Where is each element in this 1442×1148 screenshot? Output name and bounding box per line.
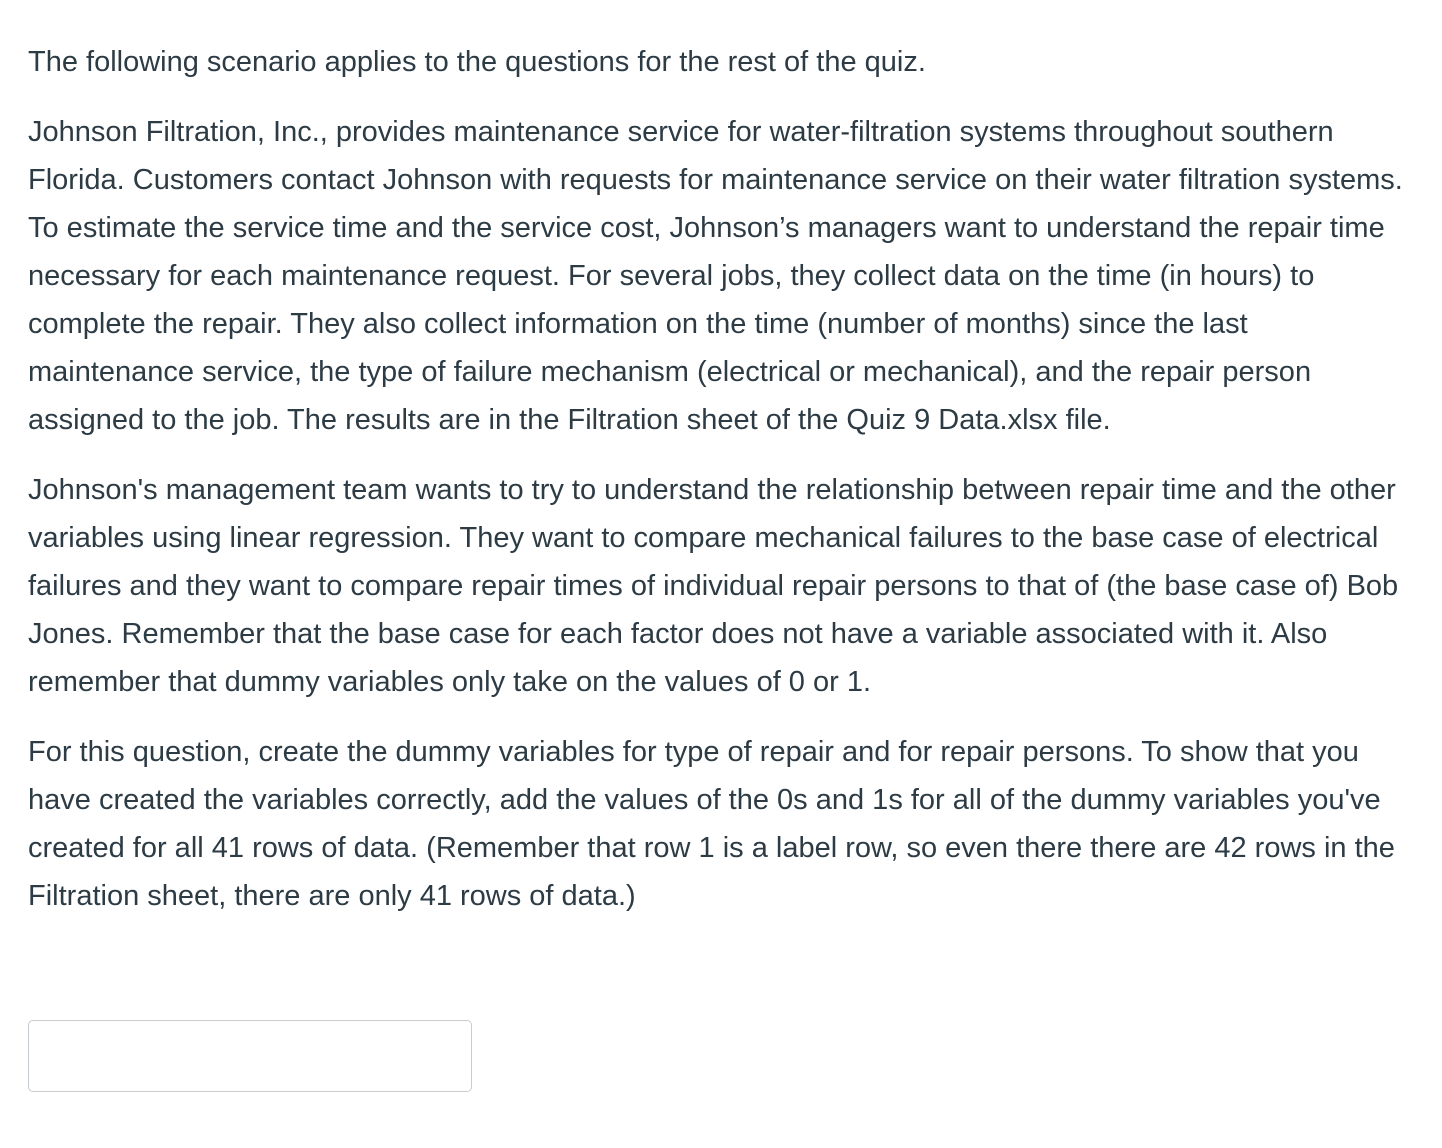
answer-input[interactable] [28,1020,472,1092]
question-text [28,0,1420,920]
intro-paragraph: The following scenario applies to the questions for the rest of the quiz. [28,46,926,78]
task-paragraph: For this question, create the dummy variables for type of repair and for repair persons. To show that you have created the variables correctly, add the values of the 0s and 1s for all of the dummy variables you've created for all 41 rows of data. (Remember that row 1 is a label row, so even there there are 42 rows in the Filtration sheet, there are only 41 rows of data.) [28,736,1395,912]
management-paragraph: Johnson's management team wants to try to understand the relationship between repair time and the other variables using linear regression. They want to compare mechanical failures to the base case of electrical failures and they want to compare repair times of individual repair persons to that of (the base case of) Bob Jones. Remember that the base case for each factor does not have a variable associated with it. Also remember that dummy variables only take on the values of 0 or 1. [28,474,1399,698]
scenario-paragraph: Johnson Filtration, Inc., provides maintenance service for water-filtration systems throughout southern Florida. Customers contact Johnson with requests for maintenance service on their water filtration systems. To estimate the service time and the service cost, Johnson’s managers want to understand the repair time necessary for each maintenance request. For several jobs, they collect data on the time (in hours) to complete the repair. They also collect information on the time (number of months) since the last maintenance service, the type of failure mechanism (electrical or mechanical), and the repair person assigned to the job. The results are in the Filtration sheet of the Quiz 9 Data.xlsx file. [28,116,1403,436]
